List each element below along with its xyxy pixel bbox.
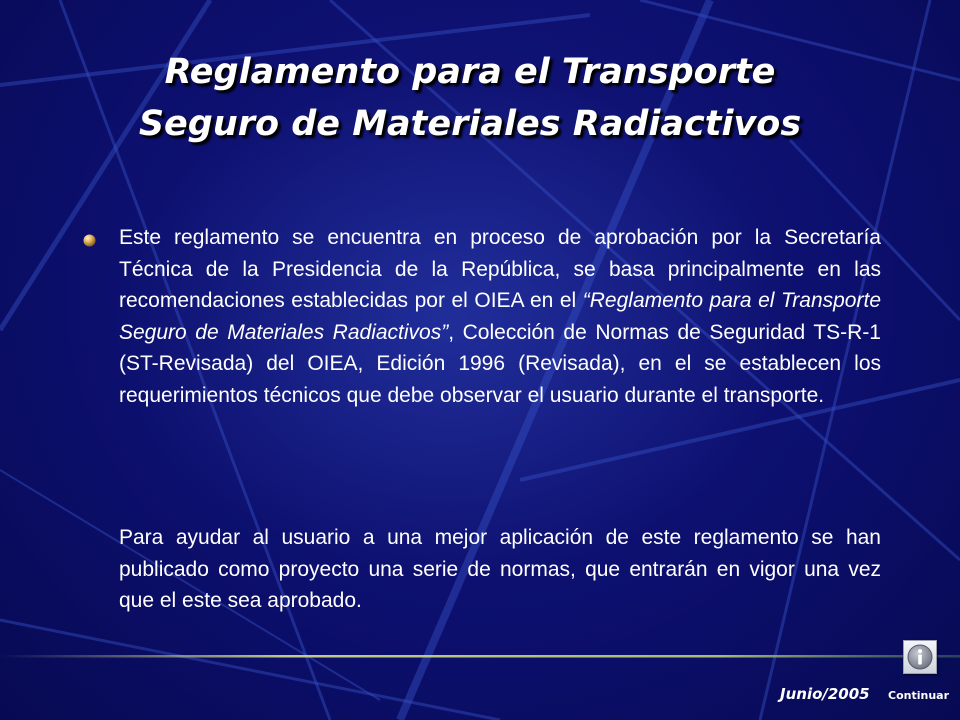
footer-divider bbox=[0, 654, 960, 659]
bullet-sphere-icon bbox=[83, 234, 96, 247]
info-icon bbox=[907, 644, 933, 670]
paragraph-1-italic-title: “Reglamento para el Transporte Seguro de Materiales Radiactivos” bbox=[119, 289, 881, 344]
continue-link[interactable]: Continuar bbox=[888, 689, 949, 702]
paragraph-2: Para ayudar al usuario a una mejor aplicación de este reglamento se han publicado como proyecto una serie de normas, que entrarán en vigor una vez que el este sea aprobado. bbox=[119, 526, 881, 612]
slide-title bbox=[40, 46, 900, 150]
footer-date: Junio/2005 bbox=[780, 685, 870, 703]
slide-title-line-1: Reglamento para el Transporte bbox=[164, 52, 776, 92]
info-button[interactable] bbox=[903, 640, 937, 674]
paragraph-1 bbox=[119, 222, 881, 411]
paragraph-1-part-1: Este reglamento se encuentra en proceso de aprobación por la Secretaría Técnica de la Presidencia de la República, se basa principalmente en las recomendaciones establecidas por el OIEA en el bbox=[119, 226, 881, 312]
slide-title-line-2: Seguro de Materiales Radiactivos bbox=[138, 104, 802, 144]
paragraph-1-part-2: , Colección de Normas de Seguridad TS-R-1 (ST-Revisada) del OIEA, Edición 1996 (Revisada), en el se establecen los requerimientos técnicos que debe observar el usuario durante el transporte. bbox=[119, 320, 881, 407]
